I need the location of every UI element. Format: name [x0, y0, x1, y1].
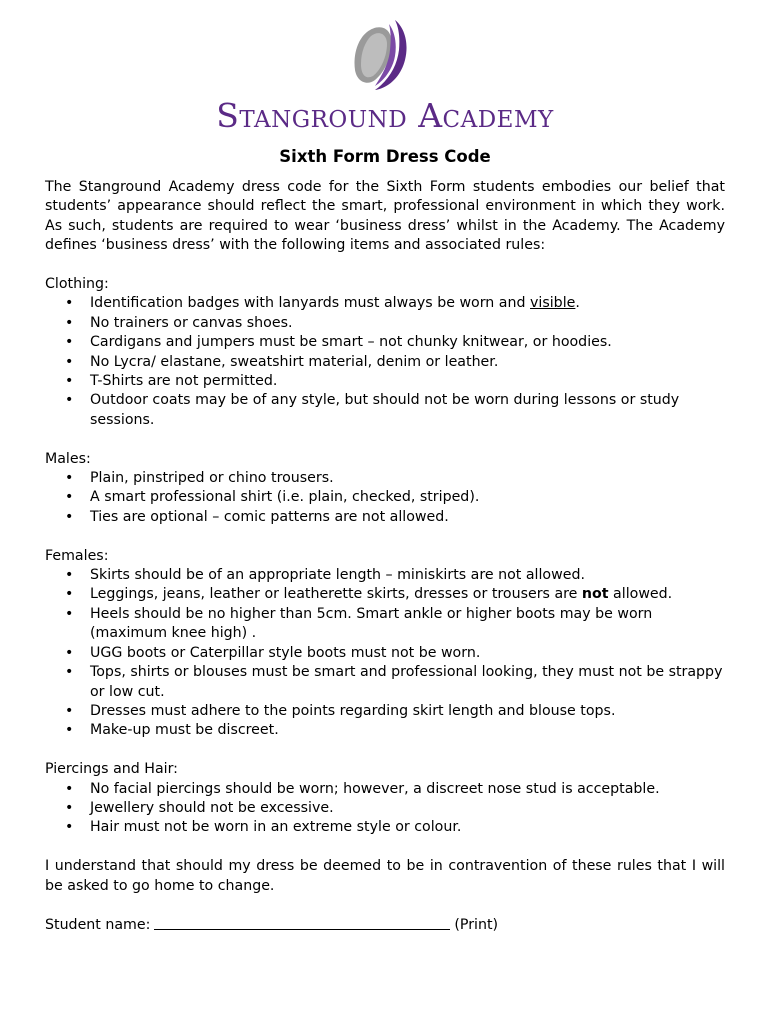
print-label: (Print): [454, 917, 499, 934]
list-item: • Plain, pinstriped or chino trousers.: [90, 469, 725, 488]
page-title: Sixth Form Dress Code: [279, 147, 491, 166]
signature-row: [45, 915, 725, 935]
list-item: • Skirts should be of an appropriate length – miniskirts are not allowed.: [90, 566, 725, 585]
males-section: [45, 450, 725, 528]
list-item: [90, 585, 725, 604]
list-item: • Dresses must adhere to the points regarding skirt length and blouse tops.: [90, 702, 725, 721]
swoosh-emblem-icon: [345, 18, 425, 94]
list-item-text: allowed.: [608, 586, 673, 603]
list-item: • Make-up must be discreet.: [90, 721, 725, 740]
males-heading: Males:: [45, 450, 91, 467]
list-item-text: Identification badges with lanyards must always be worn and: [90, 295, 531, 312]
clothing-heading: Clothing:: [45, 276, 109, 293]
student-name-label: Student name:: [45, 917, 151, 934]
list-item: • Outdoor coats may be of any style, but should not be worn during lessons or study sessions.: [90, 391, 725, 430]
list-item: • Tops, shirts or blouses must be smart and professional looking, they must not be strappy or low cut.: [90, 663, 725, 702]
list-item: • No facial piercings should be worn; however, a discreet nose stud is acceptable.: [90, 780, 725, 799]
bold-text: not: [581, 586, 609, 603]
piercings-section: [45, 760, 725, 838]
closing-paragraph: I understand that should my dress be deemed to be in contravention of these rules that I will be asked to go home to change.: [45, 858, 725, 894]
females-section: [45, 547, 725, 741]
clothing-list: [45, 294, 725, 430]
academy-logo: [0, 18, 770, 135]
list-item: • T-Shirts are not permitted.: [90, 372, 725, 391]
list-item: [90, 294, 725, 313]
underlined-text: visible: [530, 295, 576, 312]
piercings-list: [45, 780, 725, 838]
females-heading: Females:: [45, 547, 109, 564]
females-list: [45, 566, 725, 741]
brand-name: Stanground Academy: [216, 96, 554, 135]
list-item: • No trainers or canvas shoes.: [90, 314, 725, 333]
intro-paragraph: The Stanground Academy dress code for the Sixth Form students embodies our belief that students’ appearance should reflect the smart, professional environment in which they work. As such, students are required to wear ‘business dress’ whilst in the Academy. The Academy defines ‘business dress’ with the following items and associated rules:: [45, 179, 725, 254]
list-item: • UGG boots or Caterpillar style boots must not be worn.: [90, 644, 725, 663]
males-list: [45, 469, 725, 527]
list-item-text: .: [575, 295, 580, 312]
list-item: • Hair must not be worn in an extreme style or colour.: [90, 818, 725, 837]
document-body: [45, 146, 725, 950]
list-item: • Heels should be no higher than 5cm. Smart ankle or higher boots may be worn (maximum knee high) .: [90, 605, 725, 644]
list-item: • No Lycra/ elastane, sweatshirt material, denim or leather.: [90, 353, 725, 372]
piercings-heading: Piercings and Hair:: [45, 761, 178, 778]
list-item: • Jewellery should not be excessive.: [90, 799, 725, 818]
clothing-section: [45, 275, 725, 430]
list-item: • A smart professional shirt (i.e. plain, checked, striped).: [90, 488, 725, 507]
list-item: • Cardigans and jumpers must be smart – not chunky knitwear, or hoodies.: [90, 333, 725, 352]
list-item-text: Leggings, jeans, leather or leatherette skirts, dresses or trousers are: [90, 586, 582, 603]
list-item: • Ties are optional – comic patterns are not allowed.: [90, 508, 725, 527]
student-name-line[interactable]: [154, 915, 450, 930]
